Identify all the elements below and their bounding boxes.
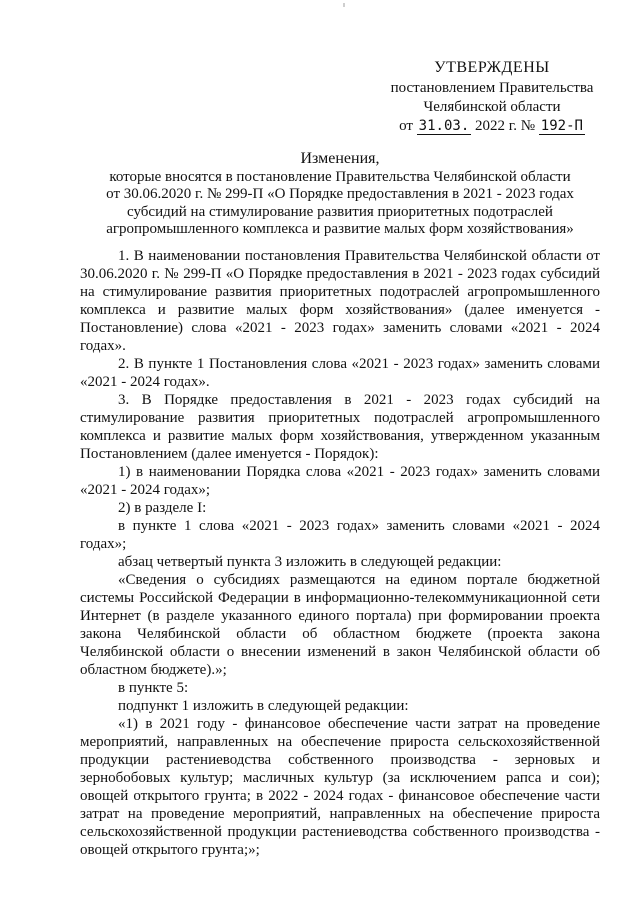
approval-line-2: Челябинской области xyxy=(423,99,561,115)
document-title xyxy=(70,150,610,239)
paragraph-10: подпункт 1 изложить в следующей редакции: xyxy=(118,698,409,714)
paragraph-2: 2. В пункте 1 Постановления слова «2021 - 2023 годах» заменить словами «2021 - 2024 годах». xyxy=(80,356,600,390)
paragraph-11: «1) в 2021 году - финансовое обеспечение части затрат на проведение мероприятий, направленных на обеспечение прироста сельскохозяйственной продукции растениеводства собственного производства - зерновых и зернобобовых культур; масличных культур (за исключением рапса и сои); овощей открытого грунта; в 2022 - 2024 годах - финансовое обеспечение части затрат на проведение мероприятий, направленных на обеспечение прироста сельскохозяйственной продукции растениеводства собственного производства - овощей открытого грунта;»; xyxy=(80,716,600,858)
title-line-3: субсидий на стимулирование развития приоритетных подотраслей xyxy=(127,203,553,220)
paragraph-7: абзац четвертый пункта 3 изложить в следующей редакции: xyxy=(118,554,502,570)
approval-line-1: постановлением Правительства xyxy=(390,80,594,96)
title-line-1: которые вносятся в постановление Правительства Челябинской области xyxy=(109,168,571,185)
paragraph-1: 1. В наименовании постановления Правительства Челябинской области от 30.06.2020 г. № 299-П «О Порядке предоставления в 2021 - 2023 годах субсидий на стимулирование развития приоритетных подотраслей агропромышленного комплекса и развитие малых форм хозяйствования» (далее именуется - Постановление) слова «2021 - 2023 годах» заменить словами «2021 - 2024 годах». xyxy=(80,248,600,354)
paragraph-9: в пункте 5: xyxy=(118,680,189,696)
paragraph-4: 1) в наименовании Порядка слова «2021 - 2023 годах» заменить словами «2021 - 2024 годах»; xyxy=(80,464,600,498)
approval-stamp xyxy=(372,58,612,136)
title-line-2: от 30.06.2020 г. № 299-П «О Порядке предоставления в 2021 - 2023 годах xyxy=(106,186,574,203)
title-line-4: агропромышленного комплекса и развитие малых форм хозяйствования» xyxy=(106,221,574,238)
title-heading: Изменения, xyxy=(300,150,380,167)
date-suffix: 2022 г. № xyxy=(475,118,536,134)
approval-heading: УТВЕРЖДЕНЫ xyxy=(434,59,550,76)
handwritten-date: 31.03. xyxy=(418,118,470,134)
scan-mark xyxy=(343,3,345,7)
document-body xyxy=(80,247,600,859)
paragraph-8: «Сведения о субсидиях размещаются на едином портале бюджетной системы Российской Федерации в информационно-телекоммуникационной сети Интернет (в разделе указанного единого портала) при формировании проекта закона Челябинской области об областном бюджете (проекта закона Челябинской области о внесении изменений в закон Челябинской области об областном бюджете).»; xyxy=(80,572,600,678)
date-prefix: от xyxy=(399,118,413,134)
approval-date-line xyxy=(372,117,612,136)
paragraph-6: в пункте 1 слова «2021 - 2023 годах» заменить словами «2021 - 2024 годах»; xyxy=(80,518,600,552)
paragraph-3: 3. В Порядке предоставления в 2021 - 2023 годах субсидий на стимулирование развития приоритетных подотраслей агропромышленного комплекса и развитие малых форм хозяйствования, утвержденном указанным Постановлением (далее именуется - Порядок): xyxy=(80,392,600,462)
handwritten-number: 192-П xyxy=(540,118,583,134)
paragraph-5: 2) в разделе I: xyxy=(118,500,207,516)
